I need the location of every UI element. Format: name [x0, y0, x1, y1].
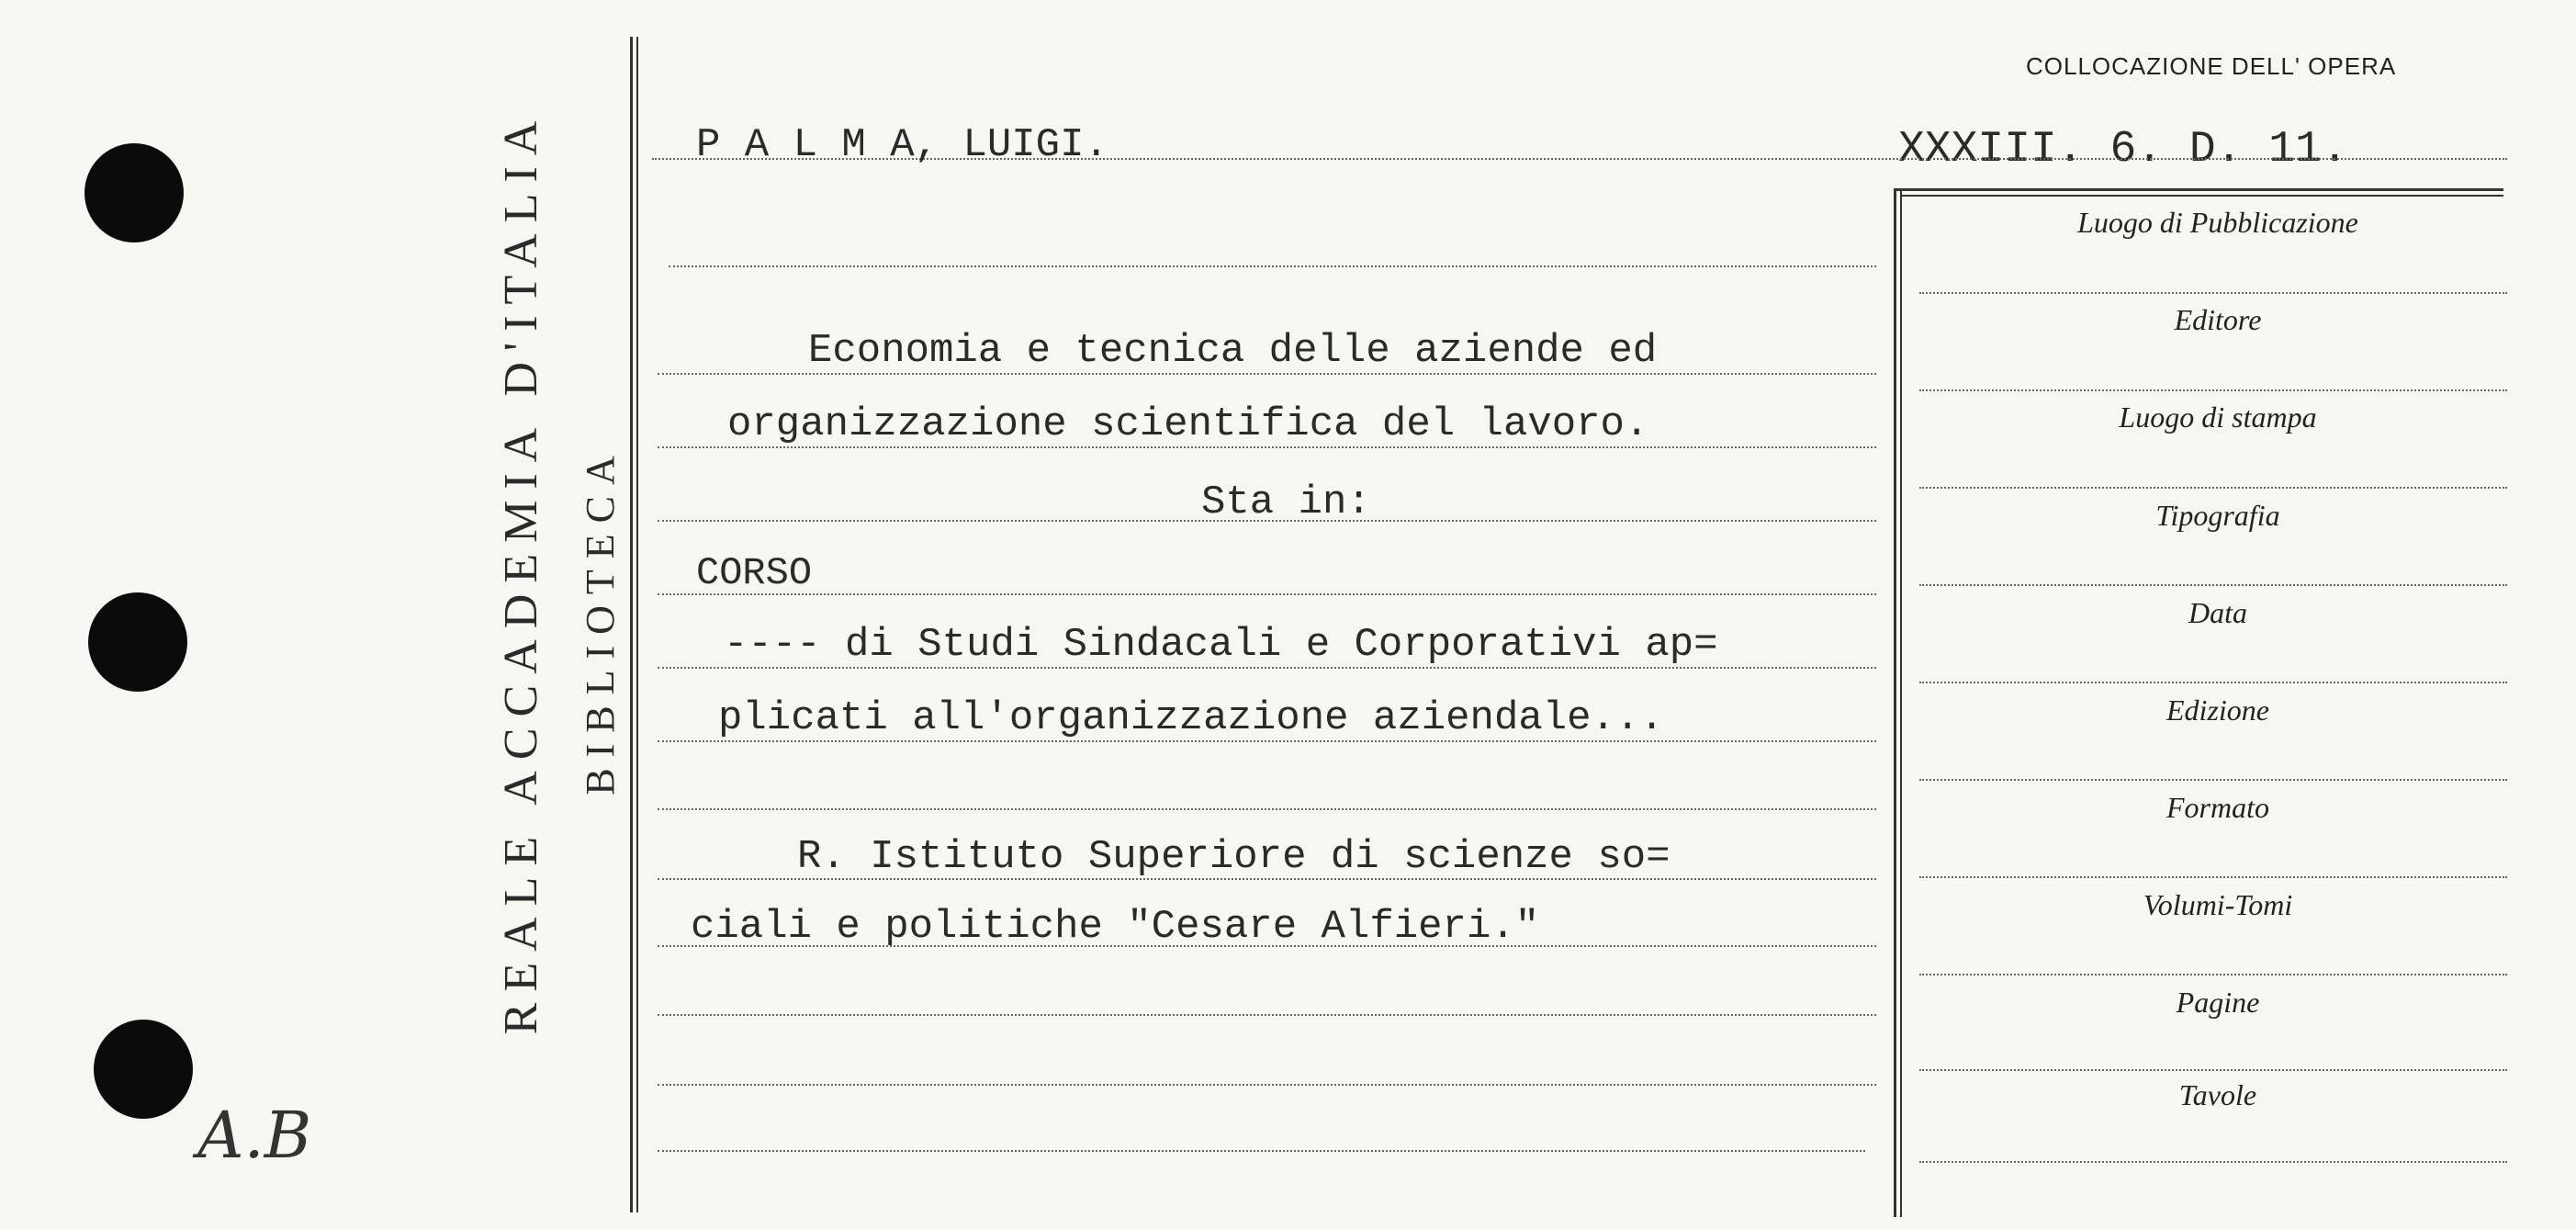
- field-luogo-stampa: Luogo di stampa: [2119, 400, 2317, 434]
- field-volumi-tomi: Volumi-Tomi: [2143, 888, 2293, 921]
- field-line: [1919, 682, 2507, 683]
- fields-border-rule: [1894, 188, 1896, 1217]
- ruled-line: [658, 1150, 1865, 1152]
- left-border-rule-inner: [636, 37, 638, 1212]
- field-luogo-pubblicazione: Luogo di Pubblicazione: [2077, 206, 2358, 239]
- publisher-line-1: R. Istituto Superiore di scienze so=: [797, 834, 1670, 880]
- field-line: [1919, 876, 2507, 878]
- series-line-2: plicati all'organizzazione aziendale...: [718, 695, 1664, 741]
- field-line: [1919, 584, 2507, 586]
- field-editore: Editore: [2174, 303, 2262, 336]
- fields-top-rule: [1894, 188, 2503, 191]
- fields-border-rule-inner: [1900, 188, 1902, 1217]
- publisher-line-2: ciali e politiche "Cesare Alfieri.": [691, 904, 1540, 950]
- collocation-label: COLLOCAZIONE DELL' OPERA: [2026, 52, 2397, 80]
- field-tipografia: Tipografia: [2155, 499, 2280, 532]
- title-line-1: Economia e tecnica delle aziende ed: [808, 328, 1658, 374]
- title-line-2: organizzazione scientifica del lavoro.: [727, 401, 1649, 447]
- field-line: [1919, 974, 2507, 975]
- ruled-line: [658, 1084, 1876, 1086]
- field-line: [1919, 292, 2507, 294]
- field-data: Data: [2188, 596, 2247, 629]
- fields-top-rule-inner: [1900, 195, 2503, 197]
- ruled-line: [658, 1014, 1876, 1016]
- field-edizione: Edizione: [2166, 693, 2269, 727]
- field-line: [1919, 779, 2507, 781]
- punch-hole-middle: [88, 592, 187, 692]
- field-line: [1919, 1161, 2507, 1163]
- institution-name: REALE ACCADEMIA D'ITALIA: [495, 109, 547, 1035]
- field-line: [1919, 1069, 2507, 1071]
- field-tavole: Tavole: [2178, 1078, 2257, 1111]
- ruled-line: [658, 808, 1876, 810]
- series-line-1: ---- di Studi Sindacali e Corporativi ap=: [724, 622, 1718, 668]
- ruled-line: [658, 593, 1876, 595]
- handwritten-initials: A.B: [197, 1098, 312, 1173]
- punch-hole-bottom: [94, 1020, 193, 1119]
- contained-in-label: Sta in:: [1201, 479, 1371, 525]
- punch-hole-top: [84, 143, 184, 242]
- ruled-line: [669, 265, 1876, 267]
- field-line: [1919, 487, 2507, 489]
- field-line: [1919, 389, 2507, 391]
- shelfmark: XXXIII. 6. D. 11.: [1898, 125, 2348, 175]
- library-name: BIBLIOTECA: [578, 445, 623, 795]
- series-heading: CORSO: [696, 551, 813, 595]
- author-name: P A L M A, LUIGI.: [696, 122, 1108, 168]
- field-formato: Formato: [2166, 791, 2269, 824]
- left-border-rule: [630, 37, 633, 1212]
- field-pagine: Pagine: [2176, 986, 2260, 1019]
